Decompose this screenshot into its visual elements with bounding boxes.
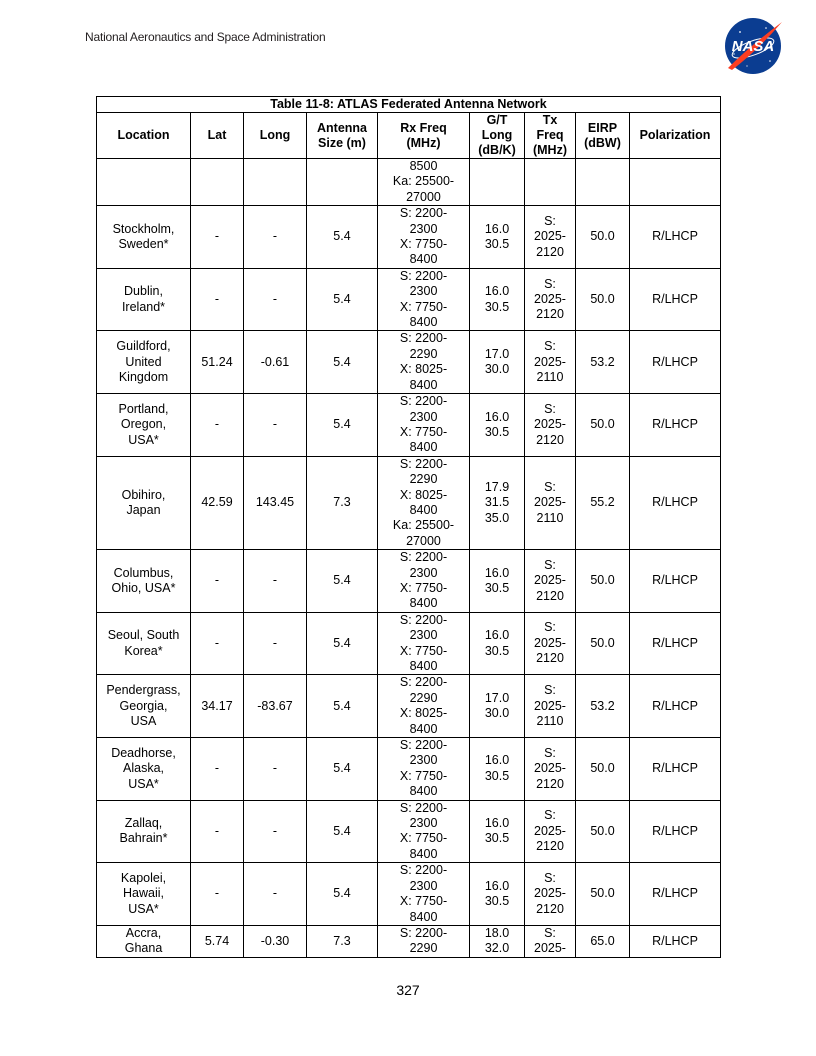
cell-long: -	[244, 863, 307, 926]
cell-eirp: 50.0	[576, 738, 630, 801]
cell-location: Portland, Oregon, USA*	[97, 394, 191, 457]
cell-polarization: R/LHCP	[630, 800, 721, 863]
table-caption: Table 11-8: ATLAS Federated Antenna Network	[96, 96, 721, 112]
cell-eirp	[576, 159, 630, 206]
cell-location: Deadhorse, Alaska, USA*	[97, 738, 191, 801]
cell-polarization: R/LHCP	[630, 206, 721, 269]
column-header-tx-freq: Tx Freq (MHz)	[525, 113, 576, 159]
cell-antenna-size: 7.3	[307, 925, 378, 957]
table-row	[97, 800, 721, 863]
cell-polarization: R/LHCP	[630, 675, 721, 738]
cell-antenna-size: 5.4	[307, 268, 378, 331]
cell-long: -0.30	[244, 925, 307, 957]
cell-eirp: 50.0	[576, 800, 630, 863]
cell-eirp: 55.2	[576, 456, 630, 549]
cell-tx-freq: S: 2025- 2110	[525, 456, 576, 549]
page-number: 327	[396, 982, 420, 998]
cell-lat: -	[191, 738, 244, 801]
cell-eirp: 53.2	[576, 675, 630, 738]
antenna-network-table	[96, 96, 721, 958]
cell-rx-freq: S: 2200- 2300 X: 7750- 8400	[378, 206, 470, 269]
cell-tx-freq: S: 2025- 2120	[525, 394, 576, 457]
cell-polarization: R/LHCP	[630, 456, 721, 549]
cell-long: -	[244, 800, 307, 863]
cell-gt: 16.0 30.5	[470, 394, 525, 457]
cell-rx-freq: S: 2200- 2290 X: 8025- 8400 Ka: 25500- 27000	[378, 456, 470, 549]
cell-long: -	[244, 612, 307, 675]
cell-eirp: 50.0	[576, 206, 630, 269]
cell-polarization: R/LHCP	[630, 268, 721, 331]
cell-tx-freq: S: 2025- 2110	[525, 675, 576, 738]
cell-tx-freq: S: 2025- 2120	[525, 612, 576, 675]
cell-lat: 34.17	[191, 675, 244, 738]
cell-eirp: 50.0	[576, 612, 630, 675]
cell-tx-freq: S: 2025- 2120	[525, 550, 576, 613]
cell-long: -	[244, 268, 307, 331]
cell-antenna-size: 5.4	[307, 550, 378, 613]
cell-location: Stockholm, Sweden*	[97, 206, 191, 269]
cell-antenna-size: 5.4	[307, 394, 378, 457]
cell-polarization: R/LHCP	[630, 331, 721, 394]
cell-antenna-size: 5.4	[307, 800, 378, 863]
cell-tx-freq: S: 2025- 2120	[525, 206, 576, 269]
cell-gt: 16.0 30.5	[470, 863, 525, 926]
cell-long: -0.61	[244, 331, 307, 394]
table-row	[97, 159, 721, 206]
nasa-logo-text: NASA	[731, 38, 775, 55]
cell-gt: 17.0 30.0	[470, 331, 525, 394]
table-row	[97, 675, 721, 738]
cell-polarization: R/LHCP	[630, 550, 721, 613]
cell-location: Obihiro, Japan	[97, 456, 191, 549]
cell-lat: -	[191, 394, 244, 457]
cell-antenna-size: 5.4	[307, 675, 378, 738]
cell-polarization: R/LHCP	[630, 738, 721, 801]
cell-tx-freq: S: 2025- 2120	[525, 863, 576, 926]
cell-long: -	[244, 206, 307, 269]
table-body	[97, 159, 721, 958]
cell-location: Guildford, United Kingdom	[97, 331, 191, 394]
cell-lat: -	[191, 800, 244, 863]
cell-long: -83.67	[244, 675, 307, 738]
cell-lat: -	[191, 550, 244, 613]
column-header-polarization: Polarization	[630, 113, 721, 159]
cell-antenna-size: 5.4	[307, 206, 378, 269]
cell-tx-freq: S: 2025- 2120	[525, 738, 576, 801]
cell-rx-freq: S: 2200- 2290	[378, 925, 470, 957]
cell-rx-freq: S: 2200- 2290 X: 8025- 8400	[378, 331, 470, 394]
nasa-logo	[722, 16, 784, 76]
cell-location: Pendergrass, Georgia, USA	[97, 675, 191, 738]
cell-polarization: R/LHCP	[630, 863, 721, 926]
cell-long: -	[244, 738, 307, 801]
cell-rx-freq: S: 2200- 2300 X: 7750- 8400	[378, 738, 470, 801]
cell-eirp: 50.0	[576, 863, 630, 926]
cell-tx-freq: S: 2025- 2120	[525, 800, 576, 863]
column-header-eirp: EIRP (dBW)	[576, 113, 630, 159]
cell-gt	[470, 159, 525, 206]
cell-polarization	[630, 159, 721, 206]
cell-location: Seoul, South Korea*	[97, 612, 191, 675]
cell-antenna-size: 5.4	[307, 331, 378, 394]
cell-gt: 16.0 30.5	[470, 550, 525, 613]
table-row	[97, 456, 721, 549]
cell-antenna-size: 7.3	[307, 456, 378, 549]
table-row	[97, 550, 721, 613]
cell-antenna-size: 5.4	[307, 738, 378, 801]
cell-antenna-size	[307, 159, 378, 206]
cell-eirp: 50.0	[576, 394, 630, 457]
table-row	[97, 268, 721, 331]
table-row	[97, 925, 721, 957]
cell-tx-freq: S: 2025- 2120	[525, 268, 576, 331]
cell-long	[244, 159, 307, 206]
cell-lat: -	[191, 268, 244, 331]
cell-polarization: R/LHCP	[630, 612, 721, 675]
cell-gt: 17.0 30.0	[470, 675, 525, 738]
cell-polarization: R/LHCP	[630, 394, 721, 457]
cell-gt: 16.0 30.5	[470, 206, 525, 269]
cell-tx-freq	[525, 159, 576, 206]
cell-gt: 16.0 30.5	[470, 612, 525, 675]
table-row	[97, 612, 721, 675]
table-row	[97, 331, 721, 394]
cell-lat: -	[191, 612, 244, 675]
cell-gt: 16.0 30.5	[470, 738, 525, 801]
column-header-rx-freq: Rx Freq (MHz)	[378, 113, 470, 159]
cell-lat	[191, 159, 244, 206]
cell-rx-freq: S: 2200- 2300 X: 7750- 8400	[378, 612, 470, 675]
cell-lat: 5.74	[191, 925, 244, 957]
cell-rx-freq: S: 2200- 2290 X: 8025- 8400	[378, 675, 470, 738]
cell-long: -	[244, 394, 307, 457]
cell-location: Columbus, Ohio, USA*	[97, 550, 191, 613]
cell-rx-freq: S: 2200- 2300 X: 7750- 8400	[378, 550, 470, 613]
cell-lat: -	[191, 206, 244, 269]
cell-eirp: 65.0	[576, 925, 630, 957]
table-row	[97, 738, 721, 801]
cell-gt: 17.9 31.5 35.0	[470, 456, 525, 549]
cell-rx-freq: S: 2200- 2300 X: 7750- 8400	[378, 268, 470, 331]
cell-antenna-size: 5.4	[307, 863, 378, 926]
cell-lat: -	[191, 863, 244, 926]
column-header-long: Long	[244, 113, 307, 159]
column-header-lat: Lat	[191, 113, 244, 159]
cell-location: Accra, Ghana	[97, 925, 191, 957]
cell-eirp: 53.2	[576, 331, 630, 394]
cell-location: Zallaq, Bahrain*	[97, 800, 191, 863]
cell-location	[97, 159, 191, 206]
column-header-gt: G/T Long (dB/K)	[470, 113, 525, 159]
cell-eirp: 50.0	[576, 268, 630, 331]
cell-eirp: 50.0	[576, 550, 630, 613]
cell-antenna-size: 5.4	[307, 612, 378, 675]
cell-rx-freq: S: 2200- 2300 X: 7750- 8400	[378, 800, 470, 863]
column-header-location: Location	[97, 113, 191, 159]
cell-long: 143.45	[244, 456, 307, 549]
cell-rx-freq: 8500 Ka: 25500- 27000	[378, 159, 470, 206]
cell-tx-freq: S: 2025-	[525, 925, 576, 957]
cell-gt: 18.0 32.0	[470, 925, 525, 957]
cell-rx-freq: S: 2200- 2300 X: 7750- 8400	[378, 863, 470, 926]
cell-location: Dublin, Ireland*	[97, 268, 191, 331]
header-organization: National Aeronautics and Space Administration	[85, 30, 326, 44]
cell-polarization: R/LHCP	[630, 925, 721, 957]
column-header-antenna-size: Antenna Size (m)	[307, 113, 378, 159]
table-row	[97, 206, 721, 269]
table-header-row	[97, 113, 721, 159]
cell-location: Kapolei, Hawaii, USA*	[97, 863, 191, 926]
cell-lat: 51.24	[191, 331, 244, 394]
table-row	[97, 863, 721, 926]
table-row	[97, 394, 721, 457]
cell-tx-freq: S: 2025- 2110	[525, 331, 576, 394]
cell-lat: 42.59	[191, 456, 244, 549]
cell-rx-freq: S: 2200- 2300 X: 7750- 8400	[378, 394, 470, 457]
cell-long: -	[244, 550, 307, 613]
cell-gt: 16.0 30.5	[470, 268, 525, 331]
cell-gt: 16.0 30.5	[470, 800, 525, 863]
